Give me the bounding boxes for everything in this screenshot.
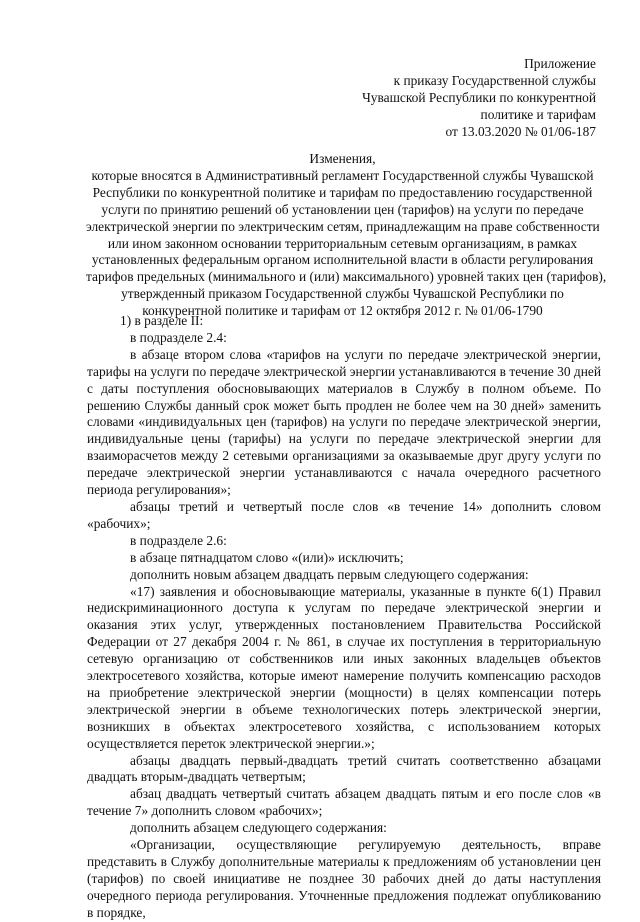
body-paragraph: дополнить абзацем следующего содержания: bbox=[130, 820, 387, 836]
document-title bbox=[86, 151, 607, 320]
section-item: 1) в разделе II: bbox=[120, 313, 204, 328]
appendix-line: Приложение bbox=[524, 56, 596, 71]
body-paragraph: «Организации, осуществляющие регулируемую деятельность, вправе представить в Службу дополнительные материалы к предложениям об установлении цен (тарифов) по своей инициативе не позднее 30 рабочих дней до даты наступления очередного периода регулирования. Уточненные предложения подлежат опубликованию в порядке, bbox=[87, 837, 601, 920]
title-line: конкурентной политике и тарифам от 12 октября 2012 г. № 01/06-1790 bbox=[142, 303, 543, 319]
title-heading: Изменения, bbox=[309, 151, 376, 166]
body-paragraph: в абзаце втором слова «тарифов на услуги по передаче электрической энергии, тарифы на услуги по передаче электрической энергии устанавливаются в течение 30 дней с даты поступления обосновывающих материалов в Службу в полном объеме. По решению Службы данный срок может быть продлен не более чем на 30 дней» заменить словами «индивидуальных цен (тарифов) на услуги по передаче электрической энергии, индивидуальные цены (тарифы) на услуги по передаче электрической энергии для взаиморасчетов между 2 сетевыми организациями за оказываемые друг другу услуги по передаче электрической энергии устанавливаются с начала очередного расчетного периода регулирования»; bbox=[87, 346, 601, 498]
body-paragraph: абзацы третий и четвертый после слов «в течение 14» дополнить словом «рабочих»; bbox=[87, 498, 601, 531]
title-line: установленных федеральным органом исполнительной власти в области регулирования bbox=[91, 252, 594, 268]
appendix-line: от 13.03.2020 № 01/06-187 bbox=[445, 123, 596, 139]
appendix-header bbox=[296, 56, 596, 141]
subsection-heading: в подразделе 2.6: bbox=[130, 532, 227, 548]
document-body bbox=[87, 313, 601, 922]
appendix-line: к приказу Государственной службы bbox=[393, 72, 596, 88]
body-paragraph: «17) заявления и обосновывающие материалы, указанные в пункте 6(1) Правил недискриминационного доступа к услугам по передаче электрической энергии и оказания этих услуг, утвержденных постановлением Правительства Российской Федерации от 27 декабря 2004 г. № 861, в случае их поступления в территориальную сетевую организацию от собственников или иных законных владельцев объектов электросетевого хозяйства, которые имеют намерение получить компенсацию расходов на приобретение электрической энергии (мощности) в целях компенсации потерь электрической энергии в объеме технологических потерь электрической энергии, возникших в объектах электросетевого хозяйства, с использованием которых осуществляется переток электрической энергии.»; bbox=[87, 583, 601, 751]
title-line: услуги по принятию решений об установлении цен (тарифов) на услуги по передаче bbox=[101, 201, 584, 217]
title-line: Республики по конкурентной политике и тарифам по предоставлению государственной bbox=[92, 184, 593, 200]
title-line: тарифов предельных (минимального и (или) максимального) уровней таких цен (тарифов), bbox=[86, 269, 607, 285]
title-line: утвержденный приказом Государственной службы Чувашской Республики по bbox=[121, 286, 564, 302]
body-paragraph: абзацы двадцать первый-двадцать третий считать соответственно абзацами двадцать вторым-двадцать четвертым; bbox=[87, 752, 601, 785]
title-line: или ином законном основании территориальным сетевым организациям, в рамках bbox=[107, 235, 578, 251]
title-line: которые вносятся в Административный регламент Государственной службы Чувашской bbox=[91, 167, 594, 183]
title-line: электрической энергии по электрическим сетям, принадлежащим на праве собственности bbox=[86, 218, 600, 234]
body-paragraph: абзац двадцать четвертый считать абзацем двадцать пятым и его после слов «в течение 7» дополнить словом «рабочих»; bbox=[87, 786, 601, 819]
appendix-line: политике и тарифам bbox=[480, 106, 596, 122]
body-paragraph: в абзаце пятнадцатом слово «(или)» исключить; bbox=[130, 549, 404, 565]
subsection-heading: в подразделе 2.4: bbox=[130, 329, 227, 345]
appendix-line: Чувашской Республики по конкурентной bbox=[362, 89, 596, 105]
body-paragraph: дополнить новым абзацем двадцать первым следующего содержания: bbox=[130, 566, 529, 582]
